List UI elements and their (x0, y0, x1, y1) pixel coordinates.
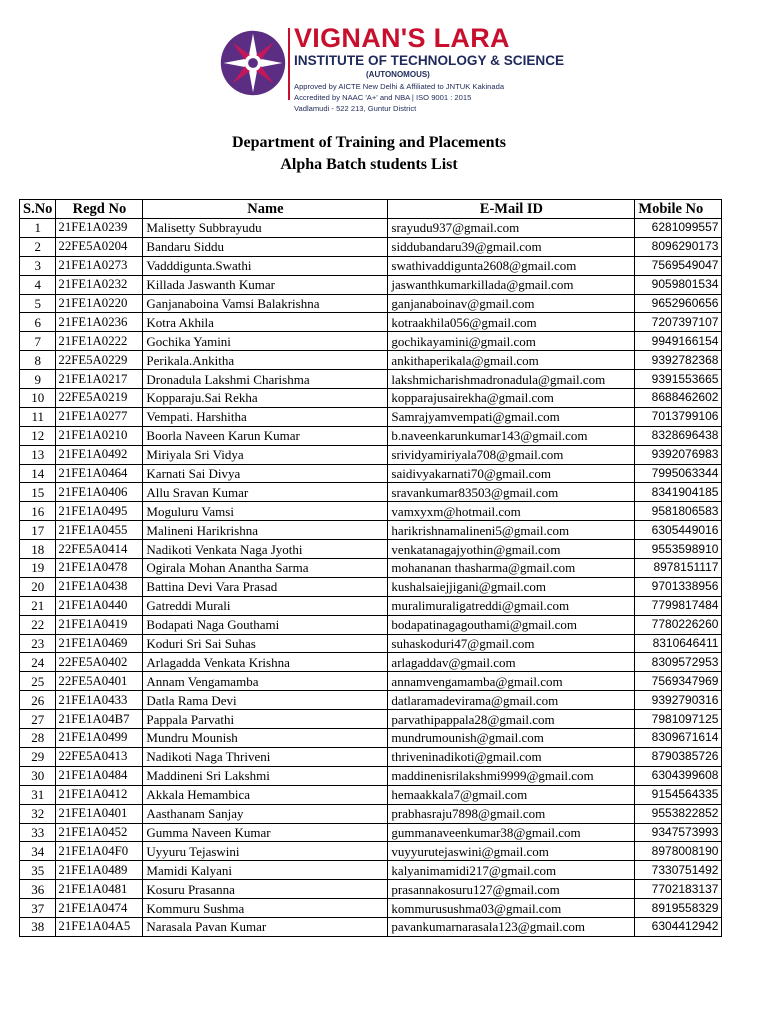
cell-email: vuyyurutejaswini@gmail.com (388, 842, 635, 861)
cell-email: maddinenisrilakshmi9999@gmail.com (388, 766, 635, 785)
cell-regd-no: 21FE1A0464 (56, 464, 143, 483)
cell-mobile: 9059801534 (635, 275, 722, 294)
table-row (20, 672, 722, 691)
cell-mobile: 6304412942 (635, 917, 722, 936)
cell-name: Vempati. Harshitha (143, 407, 388, 426)
cell-email: kushalsaiejjigani@gmail.com (388, 577, 635, 596)
cell-name: Nadikoti Venkata Naga Jyothi (143, 540, 388, 559)
header-regd-no: Regd No (56, 200, 143, 219)
header-divider (288, 28, 290, 100)
cell-name: Dronadula Lakshmi Charishma (143, 370, 388, 389)
table-header-row (20, 200, 722, 219)
table-row (20, 370, 722, 389)
table-row (20, 559, 722, 578)
cell-regd-no: 21FE1A0239 (56, 219, 143, 238)
cell-sno: 37 (20, 899, 56, 918)
cell-mobile: 7569549047 (635, 256, 722, 275)
table-row (20, 313, 722, 332)
table-row (20, 521, 722, 540)
cell-mobile: 8096290173 (635, 237, 722, 256)
cell-regd-no: 21FE1A0236 (56, 313, 143, 332)
cell-sno: 30 (20, 766, 56, 785)
cell-name: Miriyala Sri Vidya (143, 445, 388, 464)
cell-regd-no: 22FE5A0401 (56, 672, 143, 691)
cell-name: Annam Vengamamba (143, 672, 388, 691)
cell-regd-no: 21FE1A0481 (56, 880, 143, 899)
cell-sno: 10 (20, 389, 56, 408)
cell-mobile: 9553822852 (635, 804, 722, 823)
cell-mobile: 8978151117 (635, 559, 722, 578)
table-row (20, 389, 722, 408)
cell-sno: 36 (20, 880, 56, 899)
cell-sno: 3 (20, 256, 56, 275)
cell-email: suhaskoduri47@gmail.com (388, 634, 635, 653)
cell-regd-no: 21FE1A0489 (56, 861, 143, 880)
cell-mobile: 9391553665 (635, 370, 722, 389)
cell-email: bodapatinagagouthami@gmail.com (388, 615, 635, 634)
cell-email: gummanaveenkumar38@gmail.com (388, 823, 635, 842)
cell-regd-no: 21FE1A0433 (56, 691, 143, 710)
cell-email: jaswanthkumarkillada@gmail.com (388, 275, 635, 294)
students-table (19, 199, 722, 937)
cell-mobile: 9553598910 (635, 540, 722, 559)
cell-email: lakshmicharishmadronadula@gmail.com (388, 370, 635, 389)
cell-email: prabhasraju7898@gmail.com (388, 804, 635, 823)
table-row (20, 747, 722, 766)
cell-mobile: 8328696438 (635, 426, 722, 445)
cell-email: annamvengamamba@gmail.com (388, 672, 635, 691)
cell-mobile: 9652960656 (635, 294, 722, 313)
cell-regd-no: 21FE1A0478 (56, 559, 143, 578)
cell-name: Nadikoti Naga Thriveni (143, 747, 388, 766)
cell-regd-no: 22FE5A0413 (56, 747, 143, 766)
institute-name: VIGNAN'S LARA (294, 23, 510, 53)
cell-regd-no: 21FE1A0440 (56, 596, 143, 615)
cell-sno: 20 (20, 577, 56, 596)
cell-sno: 38 (20, 917, 56, 936)
cell-name: Akkala Hemambica (143, 785, 388, 804)
cell-regd-no: 21FE1A0469 (56, 634, 143, 653)
cell-regd-no: 21FE1A0419 (56, 615, 143, 634)
autonomous-label: (AUTONOMOUS) (366, 70, 430, 79)
cell-email: ankithaperikala@gmail.com (388, 351, 635, 370)
cell-mobile: 7780226260 (635, 615, 722, 634)
cell-email: kalyanimamidi217@gmail.com (388, 861, 635, 880)
cell-name: Battina Devi Vara Prasad (143, 577, 388, 596)
cell-regd-no: 21FE1A0217 (56, 370, 143, 389)
table-body (20, 219, 722, 937)
table-row (20, 502, 722, 521)
cell-email: vamxyxm@hotmail.com (388, 502, 635, 521)
cell-name: Kopparaju.Sai Rekha (143, 389, 388, 408)
cell-mobile: 8310646411 (635, 634, 722, 653)
cell-sno: 26 (20, 691, 56, 710)
institute-block (294, 23, 565, 114)
table-row (20, 540, 722, 559)
cell-email: prasannakosuru127@gmail.com (388, 880, 635, 899)
cell-sno: 19 (20, 559, 56, 578)
cell-name: Narasala Pavan Kumar (143, 917, 388, 936)
cell-sno: 34 (20, 842, 56, 861)
cell-mobile: 9949166154 (635, 332, 722, 351)
cell-email: kotraakhila056@gmail.com (388, 313, 635, 332)
cell-regd-no: 22FE5A0402 (56, 653, 143, 672)
table-row (20, 823, 722, 842)
table-row (20, 615, 722, 634)
institute-subtitle: INSTITUTE OF TECHNOLOGY & SCIENCE (294, 53, 565, 68)
cell-name: Pappala Parvathi (143, 710, 388, 729)
cell-sno: 31 (20, 785, 56, 804)
approval-line: Approved by AICTE New Delhi & Affiliated to JNTUK Kakinada (294, 82, 505, 91)
table-row (20, 483, 722, 502)
cell-mobile: 8309572953 (635, 653, 722, 672)
table-row (20, 766, 722, 785)
cell-mobile: 9392782368 (635, 351, 722, 370)
table-row (20, 426, 722, 445)
cell-email: kommurusushma03@gmail.com (388, 899, 635, 918)
cell-regd-no: 21FE1A0232 (56, 275, 143, 294)
cell-sno: 23 (20, 634, 56, 653)
cell-regd-no: 21FE1A0406 (56, 483, 143, 502)
cell-name: Bodapati Naga Gouthami (143, 615, 388, 634)
cell-email: siddubandaru39@gmail.com (388, 237, 635, 256)
cell-sno: 29 (20, 747, 56, 766)
cell-email: b.naveenkarunkumar143@gmail.com (388, 426, 635, 445)
cell-regd-no: 21FE1A0273 (56, 256, 143, 275)
cell-regd-no: 22FE5A0219 (56, 389, 143, 408)
cell-sno: 12 (20, 426, 56, 445)
cell-name: Malineni Harikrishna (143, 521, 388, 540)
table-row (20, 256, 722, 275)
cell-mobile: 7013799106 (635, 407, 722, 426)
cell-mobile: 7981097125 (635, 710, 722, 729)
cell-name: Boorla Naveen Karun Kumar (143, 426, 388, 445)
cell-regd-no: 21FE1A0222 (56, 332, 143, 351)
cell-name: Bandaru Siddu (143, 237, 388, 256)
cell-email: ganjanaboinav@gmail.com (388, 294, 635, 313)
cell-email: datlaramadevirama@gmail.com (388, 691, 635, 710)
cell-sno: 25 (20, 672, 56, 691)
cell-sno: 14 (20, 464, 56, 483)
cell-name: Perikala.Ankitha (143, 351, 388, 370)
cell-sno: 4 (20, 275, 56, 294)
cell-sno: 35 (20, 861, 56, 880)
cell-regd-no: 21FE1A0495 (56, 502, 143, 521)
cell-email: harikrishnamalineni5@gmail.com (388, 521, 635, 540)
cell-mobile: 6305449016 (635, 521, 722, 540)
cell-mobile: 9392076983 (635, 445, 722, 464)
document-title: Department of Training and Placements (231, 134, 507, 151)
document-subtitle: Alpha Batch students List (280, 156, 458, 173)
cell-email: hemaakkala7@gmail.com (388, 785, 635, 804)
cell-regd-no: 22FE5A0414 (56, 540, 143, 559)
cell-sno: 16 (20, 502, 56, 521)
cell-sno: 22 (20, 615, 56, 634)
table-row (20, 351, 722, 370)
table-row (20, 332, 722, 351)
cell-email: kopparajusairekha@gmail.com (388, 389, 635, 408)
cell-name: Karnati Sai Divya (143, 464, 388, 483)
table-row (20, 785, 722, 804)
cell-name: Moguluru Vamsi (143, 502, 388, 521)
cell-name: Kommuru Sushma (143, 899, 388, 918)
cell-sno: 32 (20, 804, 56, 823)
cell-regd-no: 21FE1A0474 (56, 899, 143, 918)
cell-sno: 27 (20, 710, 56, 729)
table-row (20, 691, 722, 710)
cell-name: Koduri Sri Sai Suhas (143, 634, 388, 653)
cell-name: Gatreddi Murali (143, 596, 388, 615)
cell-regd-no: 21FE1A0455 (56, 521, 143, 540)
cell-mobile: 8790385726 (635, 747, 722, 766)
cell-email: mundrumounish@gmail.com (388, 729, 635, 748)
table-row (20, 445, 722, 464)
table-row (20, 237, 722, 256)
table-row (20, 804, 722, 823)
cell-regd-no: 21FE1A0412 (56, 785, 143, 804)
cell-sno: 18 (20, 540, 56, 559)
cell-sno: 21 (20, 596, 56, 615)
cell-email: swathivaddigunta2608@gmail.com (388, 256, 635, 275)
header-mobile: Mobile No (635, 200, 722, 219)
cell-mobile: 8341904185 (635, 483, 722, 502)
cell-regd-no: 21FE1A0438 (56, 577, 143, 596)
institute-emblem-icon (218, 28, 288, 98)
table-row (20, 275, 722, 294)
table-row (20, 861, 722, 880)
cell-sno: 24 (20, 653, 56, 672)
cell-name: Allu Sravan Kumar (143, 483, 388, 502)
cell-email: srayudu937@gmail.com (388, 219, 635, 238)
cell-sno: 28 (20, 729, 56, 748)
cell-sno: 9 (20, 370, 56, 389)
table-row (20, 842, 722, 861)
cell-sno: 5 (20, 294, 56, 313)
cell-email: venkatanagajyothin@gmail.com (388, 540, 635, 559)
cell-mobile: 7995063344 (635, 464, 722, 483)
cell-sno: 17 (20, 521, 56, 540)
table-row (20, 294, 722, 313)
cell-name: Aasthanam Sanjay (143, 804, 388, 823)
address-line: Vadlamudi - 522 213, Guntur District (294, 104, 417, 113)
cell-regd-no: 21FE1A0220 (56, 294, 143, 313)
accreditation-line: Accredited by NAAC 'A+' and NBA | ISO 9001 : 2015 (294, 93, 472, 102)
cell-name: Kosuru Prasanna (143, 880, 388, 899)
table-row (20, 653, 722, 672)
cell-email: thriveninadikoti@gmail.com (388, 747, 635, 766)
cell-regd-no: 21FE1A0499 (56, 729, 143, 748)
table-row (20, 710, 722, 729)
cell-email: mohananan thasharma@gmail.com (388, 559, 635, 578)
cell-email: saidivyakarnati70@gmail.com (388, 464, 635, 483)
cell-name: Kotra Akhila (143, 313, 388, 332)
cell-mobile: 8309671614 (635, 729, 722, 748)
cell-mobile: 6304399608 (635, 766, 722, 785)
cell-name: Uyyuru Tejaswini (143, 842, 388, 861)
cell-name: Vadddigunta.Swathi (143, 256, 388, 275)
cell-email: gochikayamini@gmail.com (388, 332, 635, 351)
cell-name: Maddineni Sri Lakshmi (143, 766, 388, 785)
cell-sno: 33 (20, 823, 56, 842)
header-sno: S.No (20, 200, 56, 219)
cell-regd-no: 21FE1A0484 (56, 766, 143, 785)
cell-name: Mundru Mounish (143, 729, 388, 748)
table-row (20, 634, 722, 653)
cell-email: muralimuraligatreddi@gmail.com (388, 596, 635, 615)
cell-name: Gochika Yamini (143, 332, 388, 351)
cell-email: pavankumarnarasala123@gmail.com (388, 917, 635, 936)
cell-sno: 11 (20, 407, 56, 426)
table-row (20, 464, 722, 483)
table-row (20, 577, 722, 596)
table-row (20, 407, 722, 426)
cell-mobile: 9701338956 (635, 577, 722, 596)
cell-regd-no: 21FE1A04B7 (56, 710, 143, 729)
cell-email: sravankumar83503@gmail.com (388, 483, 635, 502)
cell-mobile: 8978008190 (635, 842, 722, 861)
cell-mobile: 7207397107 (635, 313, 722, 332)
cell-mobile: 6281099557 (635, 219, 722, 238)
cell-name: Malisetty Subbrayudu (143, 219, 388, 238)
cell-regd-no: 21FE1A04A5 (56, 917, 143, 936)
table-row (20, 729, 722, 748)
cell-mobile: 7702183137 (635, 880, 722, 899)
cell-regd-no: 21FE1A0401 (56, 804, 143, 823)
cell-mobile: 9581806583 (635, 502, 722, 521)
cell-sno: 2 (20, 237, 56, 256)
cell-regd-no: 21FE1A0277 (56, 407, 143, 426)
cell-name: Ganjanaboina Vamsi Balakrishna (143, 294, 388, 313)
cell-sno: 7 (20, 332, 56, 351)
header-name: Name (143, 200, 388, 219)
cell-name: Ogirala Mohan Anantha Sarma (143, 559, 388, 578)
header-email: E-Mail ID (388, 200, 635, 219)
cell-name: Killada Jaswanth Kumar (143, 275, 388, 294)
cell-regd-no: 21FE1A0210 (56, 426, 143, 445)
cell-sno: 1 (20, 219, 56, 238)
cell-name: Datla Rama Devi (143, 691, 388, 710)
cell-mobile: 7330751492 (635, 861, 722, 880)
table-row (20, 917, 722, 936)
cell-regd-no: 21FE1A0452 (56, 823, 143, 842)
letterhead (0, 0, 768, 125)
cell-email: srividyamiriyala708@gmail.com (388, 445, 635, 464)
cell-email: Samrajyamvempati@gmail.com (388, 407, 635, 426)
cell-mobile: 8688462602 (635, 389, 722, 408)
cell-mobile: 7569347969 (635, 672, 722, 691)
cell-mobile: 9154564335 (635, 785, 722, 804)
cell-name: Arlagadda Venkata Krishna (143, 653, 388, 672)
cell-mobile: 7799817484 (635, 596, 722, 615)
cell-sno: 15 (20, 483, 56, 502)
cell-sno: 13 (20, 445, 56, 464)
table-row (20, 219, 722, 238)
table-row (20, 899, 722, 918)
cell-regd-no: 22FE5A0229 (56, 351, 143, 370)
cell-email: arlagaddav@gmail.com (388, 653, 635, 672)
cell-email: parvathipappala28@gmail.com (388, 710, 635, 729)
cell-mobile: 9347573993 (635, 823, 722, 842)
cell-sno: 8 (20, 351, 56, 370)
table-row (20, 596, 722, 615)
cell-name: Mamidi Kalyani (143, 861, 388, 880)
cell-sno: 6 (20, 313, 56, 332)
cell-mobile: 8919558329 (635, 899, 722, 918)
cell-regd-no: 22FE5A0204 (56, 237, 143, 256)
cell-mobile: 9392790316 (635, 691, 722, 710)
cell-regd-no: 21FE1A0492 (56, 445, 143, 464)
cell-name: Gumma Naveen Kumar (143, 823, 388, 842)
cell-regd-no: 21FE1A04F0 (56, 842, 143, 861)
table-row (20, 880, 722, 899)
